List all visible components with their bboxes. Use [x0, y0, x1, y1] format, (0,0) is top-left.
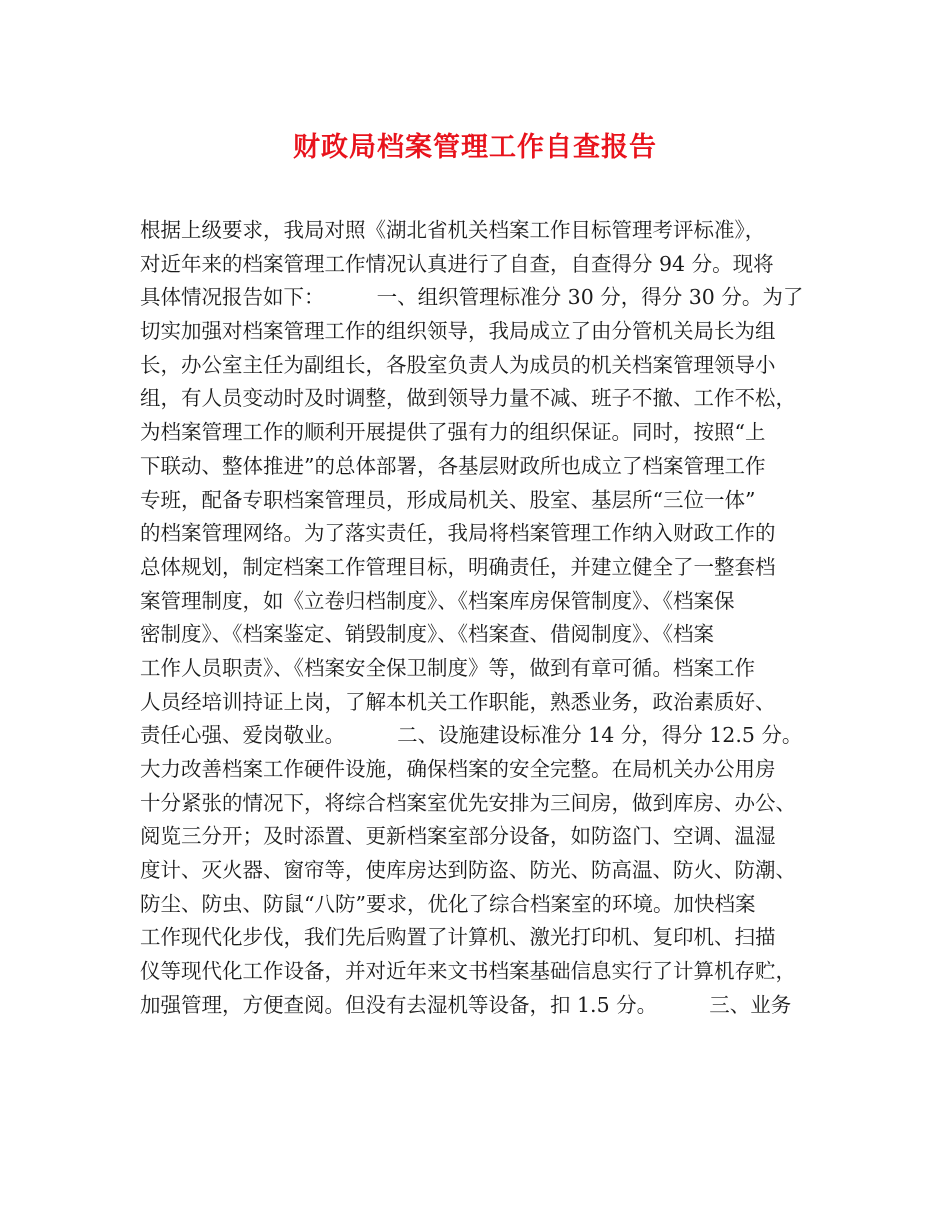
- body-line: 工作现代化步伐，我们先后购置了计算机、激光打印机、复印机、扫描: [140, 925, 776, 950]
- body-line: 人员经培训持证上岗，了解本机关工作职能，熟悉业务，政治素质好、: [140, 689, 776, 714]
- body-line: 阅览三分开；及时添置、更新档案室部分设备，如防盗门、空调、温湿: [140, 824, 776, 849]
- body-line: 工作人员职责》、《档案安全保卫制度》等，做到有章可循。档案工作: [140, 655, 755, 680]
- body-line: 组，有人员变动时及时调整，做到领导力量不减、班子不撤、工作不松，: [140, 386, 796, 411]
- body-line: 十分紧张的情况下，将综合档案室优先安排为三间房，做到库房、办公、: [140, 790, 796, 815]
- body-line: 密制度》、《档案鉴定、销毁制度》、《档案查、借阅制度》、《档案: [140, 622, 714, 647]
- body-line: 具体情况报告如下： 一、组织管理标准分 30 分，得分 30 分。为了: [140, 285, 804, 310]
- body-line: 度计、灭火器、窗帘等，使库房达到防盗、防光、防高温、防火、防潮、: [140, 858, 796, 883]
- body-line: 防尘、防虫、防鼠“八防”要求，优化了综合档案室的环境。加快档案: [140, 891, 756, 916]
- body-line: 切实加强对档案管理工作的组织领导，我局成立了由分管机关局长为组: [140, 319, 776, 344]
- body-line: 专班，配备专职档案管理员，形成局机关、股室、基层所“三位一体”: [140, 487, 756, 512]
- body-line: 总体规划，制定档案工作管理目标，明确责任，并建立健全了一整套档: [140, 554, 776, 579]
- document-body: [140, 214, 830, 1023]
- body-line: 的档案管理网络。为了落实责任，我局将档案管理工作纳入财政工作的: [140, 521, 776, 546]
- body-line: 加强管理，方便查阅。但没有去湿机等设备，扣 1.5 分。 三、业务: [140, 992, 792, 1017]
- body-line: 根据上级要求，我局对照《湖北省机关档案工作目标管理考评标准》，: [140, 218, 766, 242]
- body-line: 大力改善档案工作硬件设施，确保档案的安全完整。在局机关办公用房: [140, 757, 776, 781]
- body-line: 责任心强、爱岗敬业。 二、设施建设标准分 14 分，得分 12.5 分。: [140, 723, 803, 748]
- body-line: 对近年来的档案管理工作情况认真进行了自查，自查得分 94 分。现将: [140, 251, 774, 276]
- body-line: 长，办公室主任为副组长，各股室负责人为成员的机关档案管理领导小: [140, 352, 776, 377]
- body-line: 仪等现代化工作设备，并对近年来文书档案基础信息实行了计算机存贮，: [140, 959, 796, 984]
- document-title: 财政局档案管理工作自查报告: [293, 132, 657, 163]
- body-line: 案管理制度，如《立卷归档制度》、《档案库房保管制度》、《档案保: [140, 588, 735, 613]
- body-line: 为档案管理工作的顺利开展提供了强有力的组织保证。同时，按照“上: [140, 420, 766, 445]
- body-line: 下联动、整体推进”的总体部署，各基层财政所也成立了档案管理工作: [140, 453, 766, 478]
